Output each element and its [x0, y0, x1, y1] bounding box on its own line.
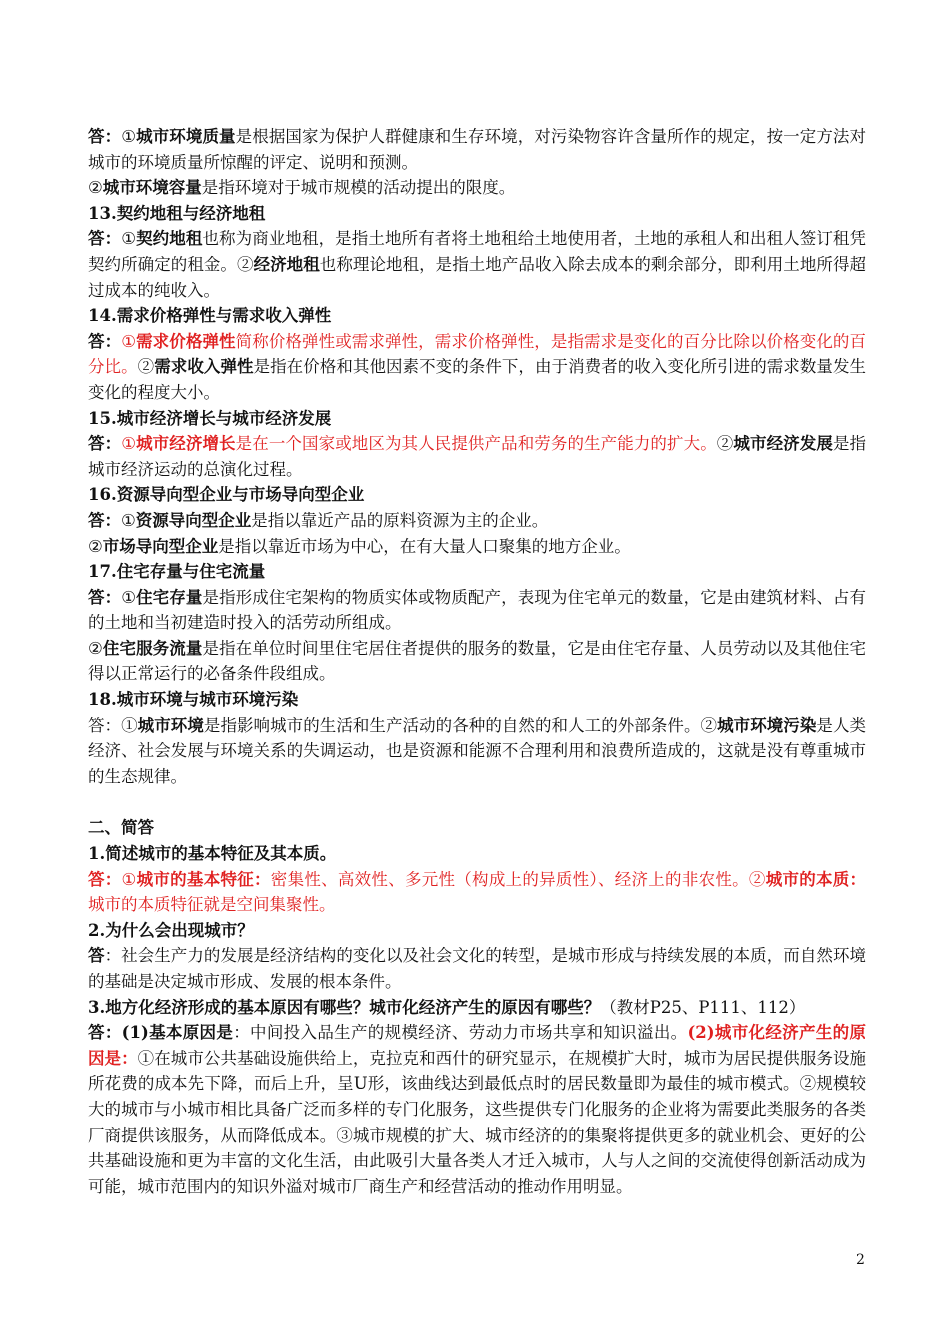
circle-number: ②: [748, 869, 766, 889]
question-heading: 14.需求价格弹性与需求收入弹性: [88, 306, 332, 326]
answer-text: ①在城市公共基础设施供给上，克拉克和西什的研究显示，在规模扩大时，城市为居民提供服务设施所花费的成本先下降，而后上升，呈U形，该曲线达到最低点时的居民数量即为最佳的城市模式。②规模较大的城市与小城市相比具备广泛而多样的专门化服务，这些提供专门化服务的企业将为需要此类服务的各类厂商提供该服务，从而降低成本。③城市规模的扩大、城市经济的的集聚将提供更多的就业机会、更好的公共基础设施和更为丰富的文化生活，由此吸引大量各类人才迁入城市，人与人之间的交流使得创新活动成为可能，城市范围内的知识外溢对城市厂商生产和经营活动的推动作用明显。: [88, 1048, 867, 1196]
circle-number: ②: [137, 357, 155, 377]
answer-paragraph: [88, 329, 866, 406]
circle-number: ①: [121, 229, 137, 249]
definition-text: 是根据国家为保护人群健康和生存环境，对污染物容许含量所作的规定，按一定方法对城市的环境质量所惊醒的评定、说明和预测。: [88, 127, 867, 172]
section-heading: 二、简答: [88, 818, 154, 838]
definition-text: 是指在价格和其他因素不变的条件下，由于消费者的收入变化所引进的需求数量发生变化的程度大小。: [88, 357, 867, 402]
definition-text: 是指形成住宅架构的物质实体或物质配产，表现为住宅单元的数量，它是由建筑材料、占有的土地和当初建造时投入的活劳动所组成。: [88, 587, 867, 633]
answer-paragraph: [88, 534, 866, 560]
section-gap: [88, 789, 866, 815]
answer-text: ：社会生产力的发展是经济结构的变化以及社会文化的转型，是城市形成与持续发展的本质，而自然环境的基础是决定城市形成、发展的根本条件。: [88, 946, 867, 991]
textbook-note: （教材P25、P111、112）: [600, 997, 806, 1017]
term: 住宅存量: [136, 587, 203, 607]
circle-number: ①: [121, 127, 137, 146]
answer-label: 答：: [88, 331, 122, 351]
definition-text: 也称为商业地租，是指土地所有者将土地租给土地使用者，土地的承租人和出租人签订租凭契约所确定的租金。: [88, 229, 867, 274]
answer-paragraph: [88, 585, 866, 636]
question-heading: 17.住宅存量与住宅流量: [88, 562, 266, 582]
definition-text: 简称价格弹性或需求弹性，需求价格弹性，是指需求是变化的百分比除以价格变化的百分比。: [88, 331, 867, 377]
term: 需求价格弹性: [136, 331, 236, 351]
definition-text: 也称理论地租，是指土地产品收入除去成本的剩余部分，即利用土地所得超过成本的纯收入。: [88, 254, 867, 300]
question-heading: 2.为什么会出现城市？: [88, 920, 254, 940]
term: 城市环境污染: [717, 715, 817, 735]
definition-text: 是人类经济、社会发展与环境关系的失调运动，也是资源和能源不合理利用和浪费所造成的，这就是没有尊重城市的生态规律。: [88, 715, 867, 786]
term: 城市环境容量: [102, 178, 202, 198]
term: 契约地租: [136, 229, 203, 249]
definition-text: 是指影响城市的生活和生产活动的各种的自然的和人工的外部条件。: [203, 715, 701, 735]
term: 需求收入弹性: [154, 357, 254, 377]
circle-number: ①: [121, 434, 137, 454]
circle-number: ②: [237, 254, 254, 274]
definition-text: 是指以靠近市场为中心，在有大量人口聚集的地方企业。: [218, 536, 631, 556]
circle-number: ①: [121, 587, 137, 607]
term: 城市环境质量: [136, 127, 236, 146]
term: 城市经济发展: [733, 434, 833, 454]
answer-paragraph: [88, 175, 866, 201]
answer-label: 答：: [88, 127, 122, 146]
term: 城市环境: [137, 715, 204, 735]
question-heading: 18.城市环境与城市环境污染: [88, 690, 299, 710]
answer-paragraph: [88, 943, 866, 994]
term: 城市的基本特征：: [136, 869, 271, 889]
question-heading: 13.契约地租与经济地租: [88, 203, 266, 223]
answer-paragraph: [88, 636, 866, 687]
term: (2)城市化经济产生的原因是：: [88, 1023, 866, 1068]
circle-number: ①: [121, 510, 136, 530]
definition-text: 是在一个国家或地区为其人民提供产品和劳务的生产能力的扩大。: [235, 434, 717, 454]
term: 资源导向型企业: [135, 510, 252, 530]
circle-number: ②: [88, 178, 103, 198]
definition-text: 密集性、高效性、多元性（构成上的异质性）、经济上的非农性。: [270, 869, 749, 889]
answer-paragraph: [88, 867, 866, 918]
term: (1)基本原因是: [121, 1023, 234, 1043]
circle-number: ②: [700, 715, 718, 735]
answer-paragraph: [88, 226, 866, 303]
definition-text: 是指在单位时间里住宅居住者提供的服务的数量，它是由住宅存量、人员劳动以及其他住宅得以正常运行的必备条件段组成。: [88, 638, 867, 684]
question-heading: [88, 995, 866, 1021]
question-heading: 16.资源导向型企业与市场导向型企业: [88, 485, 365, 505]
circle-number: ②: [88, 638, 103, 658]
term: 住宅服务流量: [102, 638, 203, 658]
answer-label: 答：: [88, 1023, 122, 1043]
answer-paragraph: [88, 713, 866, 790]
answer-label: 答：: [88, 587, 122, 607]
question-heading: 15.城市经济增长与城市经济发展: [88, 408, 332, 428]
definition-text: 城市的本质特征就是空间集聚性。: [88, 895, 336, 915]
answer-label: 答：: [88, 434, 122, 454]
definition-text: 是指以靠近产品的原料资源为主的企业。: [251, 510, 549, 530]
definition-text: 是指城市经济运动的总演化过程。: [88, 434, 867, 479]
answer-label: 答：: [88, 869, 122, 889]
term: 经济地租: [253, 254, 320, 274]
answer-label: 答：: [88, 510, 121, 530]
answer-label: 答：: [88, 715, 122, 735]
question-heading: 1.简述城市的基本特征及其本质。: [88, 844, 337, 864]
page-content: [88, 124, 866, 1199]
circle-number: ②: [716, 434, 734, 454]
answer-label: 答：: [88, 229, 122, 249]
question-text: 3.地方化经济形成的基本原因有哪些？城市化经济产生的原因有哪些？: [88, 997, 601, 1017]
answer-paragraph: [88, 124, 866, 175]
answer-text: ：中间投入品生产的规模经济、劳动力市场共享和知识溢出。: [233, 1023, 688, 1043]
circle-number: ①: [121, 715, 138, 735]
answer-label: 答: [88, 946, 105, 966]
circle-number: ①: [121, 331, 137, 351]
term: 市场导向型企业: [102, 536, 219, 556]
page-number: 2: [856, 1252, 865, 1268]
term: 城市经济增长: [136, 434, 236, 454]
circle-number: ①: [121, 869, 137, 889]
term: 城市的本质：: [765, 869, 867, 889]
answer-paragraph: [88, 508, 866, 534]
circle-number: ②: [88, 536, 103, 556]
definition-text: 是指环境对于城市规模的活动提出的限度。: [201, 178, 516, 198]
answer-paragraph: [88, 431, 866, 482]
answer-paragraph: [88, 1020, 866, 1199]
